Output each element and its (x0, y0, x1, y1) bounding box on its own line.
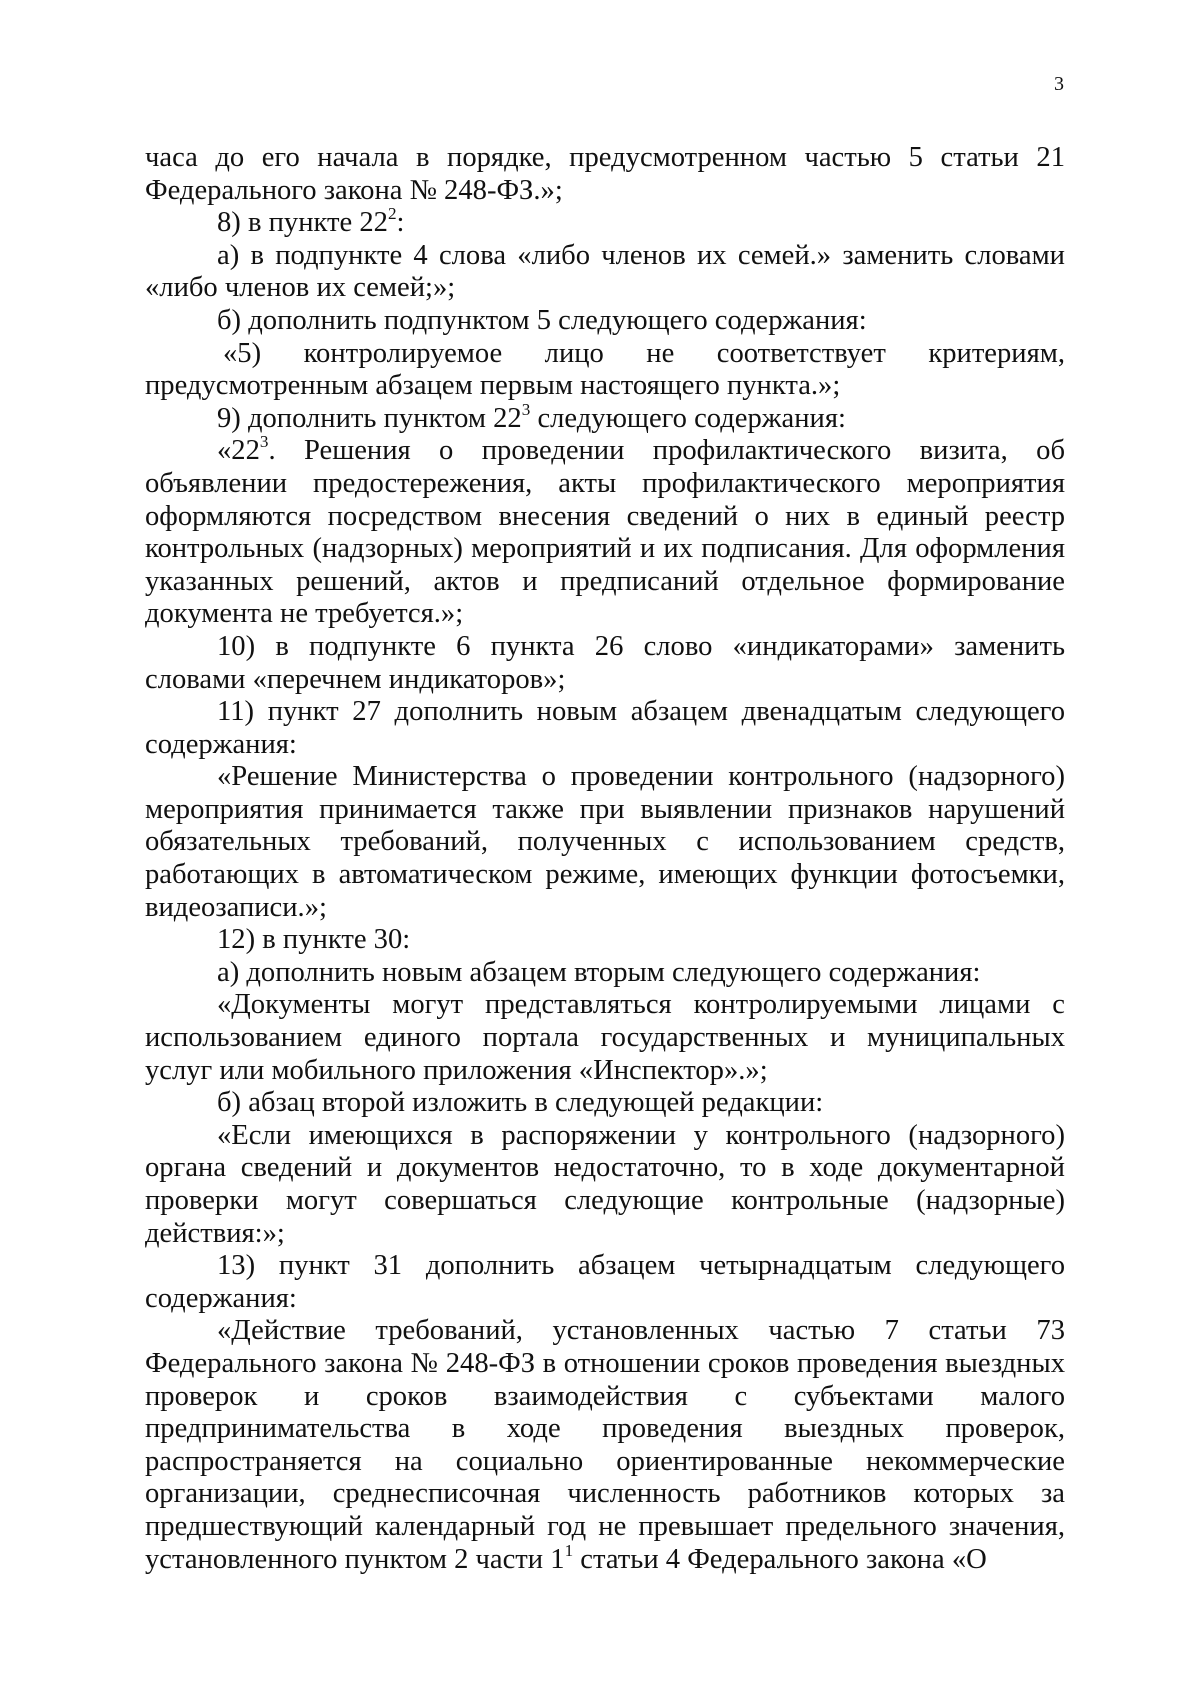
paragraph-item-12: 12) в пункте 30: (217, 924, 411, 956)
paragraph-text: : (396, 207, 405, 239)
paragraph-continuation: часа до его начала в порядке, предусмотренном частью 5 статьи 21 Федерального закона № 248-ФЗ.»; (145, 142, 1065, 206)
document-body (145, 142, 1065, 1576)
paragraph-text: статьи 4 Федерального закона «О (573, 1543, 987, 1575)
paragraph-item-8 (145, 204, 1065, 240)
page-number: 3 (1054, 73, 1064, 95)
paragraph-item-8b-quote: «5) контролируемое лицо не соответствует критериям, предусмотренным абзацем первым настоящего пункта.»; (145, 337, 1065, 402)
paragraph-text: «Действие требований, установленных частью 7 статьи 73 Федерального закона № 248-ФЗ в отношении сроков проведения выездных проверок и сроков взаимодействия с субъектами малого предпринимательства в ходе проведения выездных проверок, распространяется на социально ориентированные некоммерческие организации, среднесписочная численность работников которых за предшествующий календарный год не превышает предельного значения, установленного пунктом 2 части 1 (145, 1315, 1065, 1575)
paragraph-item-11-quote: «Решение Министерства о проведении контрольного (надзорного) мероприятия принимается также при выявлении признаков нарушений обязательных требований, полученных с использованием средств, работающих в автоматическом режиме, имеющих функции фотосъемки, видеозаписи.»; (145, 761, 1065, 923)
paragraph-item-8b: б) дополнить подпунктом 5 следующего содержания: (217, 304, 867, 336)
paragraph-item-11: 11) пункт 27 дополнить новым абзацем двенадцатым следующего содержания: (145, 696, 1065, 760)
paragraph-item-12b: б) абзац второй изложить в следующей редакции: (217, 1087, 824, 1119)
paragraph-item-8a: а) в подпункте 4 слова «либо членов их семей.» заменить словами «либо членов их семей;»; (145, 239, 1065, 304)
paragraph-text: . Решения о проведении профилактического визита, об объявлении предостережения, акты профилактического мероприятия оформляются посредством внесения сведений о них в единый реестр контрольных (надзорных) мероприятий и их подписания. Для оформления указанных решений, актов и предписаний отдельное формирование документа не требуется.»; (145, 435, 1065, 630)
paragraph-item-12b-quote: «Если имеющихся в распоряжении у контрольного (надзорного) органа сведений и документов недостаточно, то в ходе документарной проверки могут совершаться следующие контрольные (надзорные) действия:»; (145, 1119, 1065, 1249)
superscript: 1 (564, 1540, 574, 1560)
superscript: 3 (259, 432, 269, 452)
paragraph-text: 9) дополнить пунктом 22 (217, 402, 522, 434)
superscript: 3 (521, 399, 531, 419)
paragraph-item-9 (145, 399, 1065, 436)
superscript: 2 (387, 204, 397, 224)
paragraph-text: следующего содержания: (530, 402, 846, 434)
paragraph-item-9-quote (145, 432, 1065, 631)
paragraph-item-13: 13) пункт 31 дополнить абзацем четырнадцатым следующего содержания: (145, 1250, 1065, 1314)
paragraph-text: 8) в пункте 22 (217, 207, 388, 239)
paragraph-item-12a-quote: «Документы могут представляться контролируемыми лицами с использованием единого портала государственных и муниципальных услуг или мобильного приложения «Инспектор».»; (145, 989, 1065, 1086)
paragraph-item-10: 10) в подпункте 6 пункта 26 слово «индикаторами» заменить словами «перечнем индикаторов»; (145, 630, 1065, 695)
paragraph-item-13-quote (145, 1315, 1065, 1576)
paragraph-item-12a: а) дополнить новым абзацем вторым следующего содержания: (217, 956, 981, 988)
paragraph-text: «22 (217, 435, 260, 467)
